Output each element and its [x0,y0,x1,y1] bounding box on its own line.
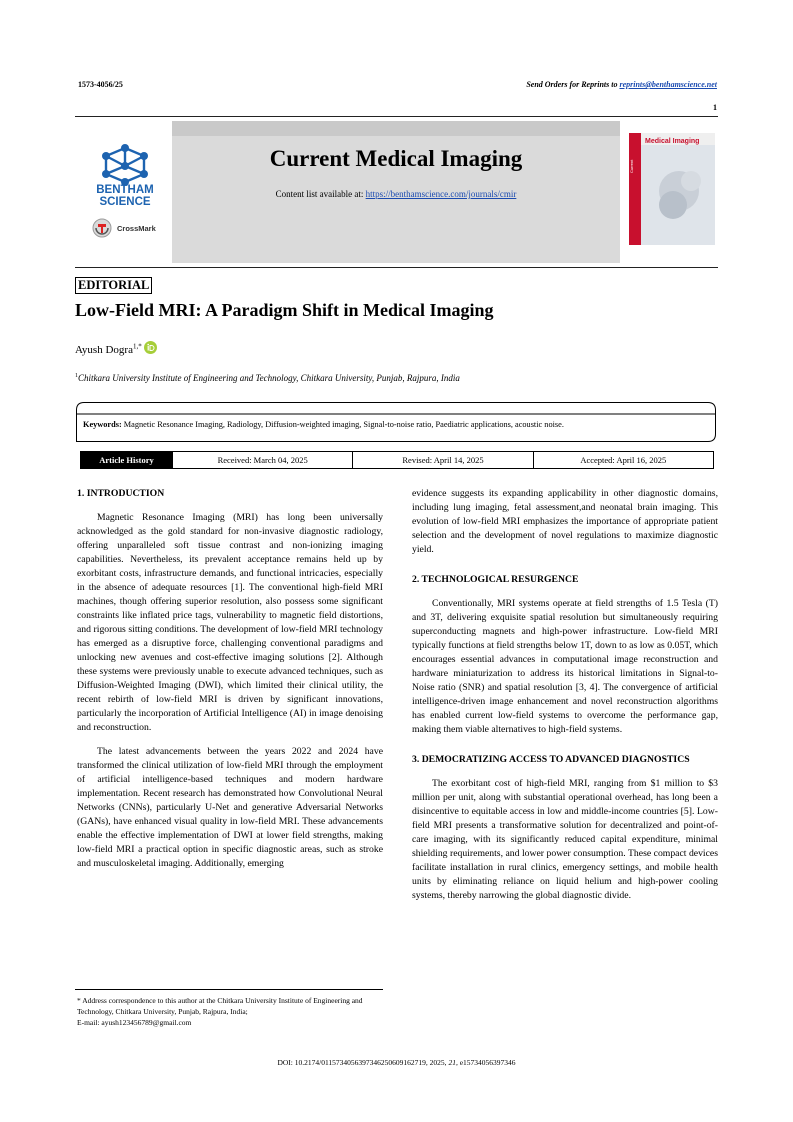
paragraph: The exorbitant cost of high-field MRI, ranging from $1 million to $3 million per unit, along with substantial operational overhead, has long been a disincentive to equitable access in low and middle-income countries [5]. Low-field MRI presents a transformative solution for decentralized and point-of-care imaging, with its significantly reduced capital expenditure, minimal shielding requirements, and lower power consumption. These compact devices facilitate installation in rural clinics, emergency settings, and mobile health units by eliminating reliance on liquid helium and high-power cooling systems, thereby narrowing the global diagnostic divide. [412,778,718,901]
author-affiliation-marker: 1,* [132,342,142,351]
reprints-email-link[interactable]: reprints@benthamscience.net [619,80,717,89]
doi-volume: 21 [448,1058,456,1067]
publisher-line1: BENTHAM [96,184,154,196]
banner-strip [172,121,620,136]
header-rule [75,116,718,117]
banner-rule [75,267,718,268]
content-list [172,189,620,199]
correspondence-footnote [77,995,383,1028]
author-line [75,341,157,356]
history-label: Article History [81,452,172,468]
publisher-name [85,184,165,208]
keywords [83,420,713,429]
article-history [80,451,714,469]
doi-line [0,1058,793,1067]
keywords-list: Magnetic Resonance Imaging, Radiology, Diffusion-weighted imaging, Signal-to-noise ratio, Paediatric applications, acoustic noise. [123,420,564,429]
journal-title: Current Medical Imaging [269,146,523,171]
section-heading-democratizing-access: 3. DEMOCRATIZING ACCESS TO ADVANCED DIAGNOSTICS [412,754,690,765]
article-type-label: EDITORIAL [75,277,152,294]
author-name[interactable]: Ayush Dogra [75,344,133,356]
content-list-prefix: Content list available at: [275,189,366,199]
crossmark-label[interactable]: CrossMark [117,224,156,233]
affiliation [75,373,460,383]
paragraph-continued: evidence suggests its expanding applicability in other diagnostic domains, including lung imaging, fetal assessment,and neonatal brain imaging. This evolution of low-field MRI emphasizes the importance of appropriate patient selection and the development of novel regulations to maximize diagnostic yield. [412,488,718,555]
publisher-line2: SCIENCE [99,196,151,208]
paragraph: Magnetic Resonance Imaging (MRI) has long been universally acknowledged as the gold standard for non-invasive diagnostic radiology, offering unparalleled soft tissue contrast and non-ionizing imaging capabilities. Nevertheless, its prevalent acceptance remains held up by exorbitant costs, infrastructure demands, and functional intricacies, especially in the absence of adequate resources [1]. The conventional high-field MRI machines, though offering superior resolution, also possess some significant constraints like inflated price tags, vulnerability to magnetic field distortions, and rigorous sitting conditions. The development of low-field MRI technology has emerged as a disruptive force, challenging conventional paradigms and unlocking new avenues and cost-effective imaging solutions [2]. Although these systems were previously unable to execute advanced techniques, such as Diffusion-Weighted Imaging (DWI), which limited their clinical utility, the recent rebirth of low-field MRI is driven by significant innovations, particularly the incorporation of Artificial Intelligence (AI) in image denoising and reconstruction. [77,512,383,733]
orcid-icon[interactable] [144,341,157,354]
article-title: Low-Field MRI: A Paradigm Shift in Medical Imaging [75,300,494,320]
footnote-rule [75,989,383,990]
footnote-email[interactable]: E-mail: ayush123456789@gmail.com [77,1018,192,1027]
section-heading-technological-resurgence: 2. TECHNOLOGICAL RESURGENCE [412,574,579,585]
revised-date: Revised: April 14, 2025 [352,452,532,468]
journal-url-link[interactable]: https://benthamscience.com/journals/cmir [365,189,517,199]
issn: 1573-4056/25 [78,80,123,89]
footnote-text: * Address correspondence to this author at the Chitkara University Institute of Engineering and Technology, Chitkara University, Punjab, Rajpura, India; [77,996,363,1016]
affiliation-text: Chitkara University Institute of Engineering and Technology, Chitkara University, Punjab, Rajpura, India [78,373,460,383]
paragraph: Conventionally, MRI systems operate at field strengths of 1.5 Tesla (T) and 3T, delivering exquisite spatial resolution but simultaneously requiring superconducting magnets and high-power infrastructure. Low-field MRI typically functions at field strengths below 1T, down to as low as 0.05T, which encourages essential advances in computational image reconstruction and hardware miniaturization to address its historical limitations in Signal-to-Noise ratio (SNR) and spatial resolution [3, 4]. The convergence of artificial intelligence-driven image enhancement and novel reconstruction algorithms has enabled current low-field systems to overcome the performance gap, making them viable alternatives to high-field systems. [412,598,718,735]
keywords-label: Keywords: [83,420,122,429]
paragraph: The latest advancements between the years 2022 and 2024 have transformed the clinical utilization of low-field MRI through the employment of artificial intelligence-based techniques and modern hardware implementation. Recent research has demonstrated how Convolutional Neural Networks (CNNs), particularly U-Net and generative Adversarial Networks (GANs), have enhanced visual quality in low-field MRI. These advancements enable the effective implementation of DWI at lower field strengths, making low-field MRI a practical option in specific diagnostic areas, such as stroke and musculoskeletal imaging. Additionally, emerging [77,746,383,869]
cover-side-text: Current [629,159,634,173]
reprints-notice [526,80,717,89]
section-heading-introduction: 1. INTRODUCTION [77,488,165,499]
affiliation-marker: 1 [75,373,78,379]
page-number: 1 [713,103,717,112]
reprints-prefix: Send Orders for Reprints to [526,80,620,89]
left-column [77,487,383,881]
accepted-date: Accepted: April 16, 2025 [533,452,713,468]
doi-suffix: , e15734056397346 [455,1058,516,1067]
received-date: Received: March 04, 2025 [172,452,352,468]
doi-prefix: DOI: 10.2174/0115734056397346250609162719, 2025, [277,1058,449,1067]
cover-title: Medical Imaging [645,138,700,145]
journal-cover-image[interactable] [629,133,715,245]
right-column [412,487,718,913]
